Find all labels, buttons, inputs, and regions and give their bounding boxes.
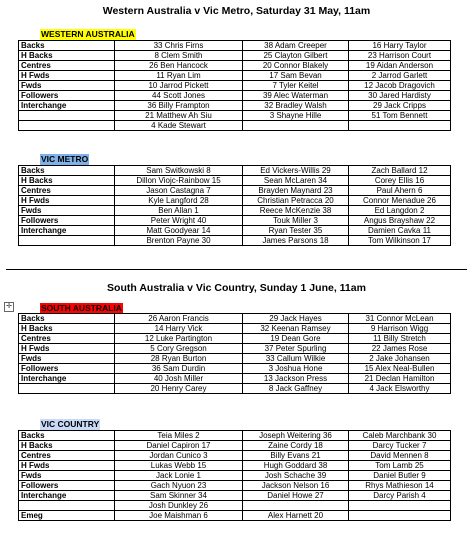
table-row	[19, 471, 451, 481]
position-label: H Fwds	[19, 461, 115, 471]
position-label: Backs	[19, 41, 115, 51]
player-cell: Matt Goodyear 14	[115, 226, 243, 236]
player-cell: 4 Kade Stewart	[115, 121, 243, 131]
player-cell: Corey Ellis 16	[349, 176, 451, 186]
position-label: Interchange	[19, 374, 115, 384]
player-cell: 17 Sam Bevan	[243, 71, 349, 81]
table-row	[19, 511, 451, 521]
player-cell: Dillon Viojc-Rainbow 15	[115, 176, 243, 186]
player-cell: 11 Billy Stretch	[349, 334, 451, 344]
player-cell: 16 Harry Taylor	[349, 41, 451, 51]
player-cell: 12 Jacob Dragovich	[349, 81, 451, 91]
player-cell: David Mennen 8	[349, 451, 451, 461]
position-label: Fwds	[19, 471, 115, 481]
player-cell: Caleb Marchbank 30	[349, 431, 451, 441]
position-label: H Backs	[19, 324, 115, 334]
table-row	[19, 481, 451, 491]
position-label: Followers	[19, 364, 115, 374]
table-row	[19, 354, 451, 364]
player-cell: 32 Keenan Ramsey	[243, 324, 349, 334]
player-cell: 20 Henry Carey	[115, 384, 243, 394]
position-label: H Backs	[19, 176, 115, 186]
player-cell: Alex Harnett 20	[243, 511, 349, 521]
player-cell: Ben Allan 1	[115, 206, 243, 216]
game1-title: Western Australia v Vic Metro, Saturday 31 May, 11am	[102, 5, 371, 17]
position-label: H Backs	[19, 441, 115, 451]
player-cell: Reece McKenzie 38	[243, 206, 349, 216]
table-row	[19, 491, 451, 501]
position-label: Centres	[19, 334, 115, 344]
player-cell	[243, 121, 349, 131]
player-cell: 51 Tom Bennett	[349, 111, 451, 121]
player-cell: 3 Shayne Hille	[243, 111, 349, 121]
player-cell: Damien Cavka 11	[349, 226, 451, 236]
position-label: Interchange	[19, 226, 115, 236]
position-label: Followers	[19, 216, 115, 226]
table-row	[19, 71, 451, 81]
player-cell: 3 Joshua Hone	[243, 364, 349, 374]
player-cell: 31 Connor McLean	[349, 314, 451, 324]
table-row	[19, 216, 451, 226]
player-cell: Tom Wilkinson 17	[349, 236, 451, 246]
position-label: Backs	[19, 166, 115, 176]
position-label: Followers	[19, 481, 115, 491]
player-cell	[243, 501, 349, 511]
position-label: Fwds	[19, 81, 115, 91]
table-row	[19, 451, 451, 461]
player-cell: Joseph Weitering 36	[243, 431, 349, 441]
position-label	[19, 121, 115, 131]
table-row	[19, 324, 451, 334]
game2-title: South Australia v Vic Country, Sunday 1 June, 11am	[107, 282, 366, 294]
player-cell: Rhys Mathieson 14	[349, 481, 451, 491]
player-cell: 21 Declan Hamilton	[349, 374, 451, 384]
position-label: Followers	[19, 91, 115, 101]
move-handle-icon[interactable]: ✛	[4, 302, 14, 312]
table-row	[19, 51, 451, 61]
position-label	[19, 111, 115, 121]
table-row	[19, 384, 451, 394]
player-cell: Daniel Butler 9	[349, 471, 451, 481]
position-label: Backs	[19, 314, 115, 324]
player-cell: 38 Adam Creeper	[243, 41, 349, 51]
team-header-western-australia: WESTERN AUSTRALIA	[41, 29, 135, 39]
table-row	[19, 374, 451, 384]
player-cell: Daniel Capiron 17	[115, 441, 243, 451]
player-cell: 9 Harrison Wigg	[349, 324, 451, 334]
position-label: Fwds	[19, 354, 115, 364]
team-header-vic-country: VIC COUNTRY	[41, 419, 100, 429]
player-cell: 19 Dean Gore	[243, 334, 349, 344]
player-cell: 14 Harry Vick	[115, 324, 243, 334]
table-row	[19, 441, 451, 451]
player-cell: 13 Jackson Press	[243, 374, 349, 384]
position-label: Centres	[19, 451, 115, 461]
table-row	[19, 186, 451, 196]
table-row	[19, 111, 451, 121]
player-cell: 2 Jake Johansen	[349, 354, 451, 364]
player-cell: Ed Vickers-Willis 29	[243, 166, 349, 176]
player-cell: Zach Ballard 12	[349, 166, 451, 176]
player-cell: 10 Jarrod Pickett	[115, 81, 243, 91]
table-row	[19, 81, 451, 91]
player-cell: Lukas Webb 15	[115, 461, 243, 471]
player-cell: Joe Maishman 6	[115, 511, 243, 521]
player-cell: Gach Nyuon 23	[115, 481, 243, 491]
player-cell: Josh Dunkley 26	[115, 501, 243, 511]
player-cell: Brayden Maynard 23	[243, 186, 349, 196]
player-cell: Sam Switkowski 8	[115, 166, 243, 176]
player-cell: 36 Billy Frampton	[115, 101, 243, 111]
player-cell: Sam Skinner 34	[115, 491, 243, 501]
player-cell: 32 Bradley Walsh	[243, 101, 349, 111]
player-cell: Sean McLaren 34	[243, 176, 349, 186]
player-cell: 29 Jack Cripps	[349, 101, 451, 111]
player-cell: 8 Clem Smith	[115, 51, 243, 61]
player-cell: Jackson Nelson 16	[243, 481, 349, 491]
table-row	[19, 61, 451, 71]
player-cell: 12 Luke Partington	[115, 334, 243, 344]
team-table-western-australia	[18, 40, 451, 131]
player-cell: Hugh Goddard 38	[243, 461, 349, 471]
table-row	[19, 176, 451, 186]
table-row	[19, 41, 451, 51]
player-cell: Touk Miller 3	[243, 216, 349, 226]
player-cell: Tom Lamb 25	[349, 461, 451, 471]
position-label: Centres	[19, 186, 115, 196]
player-cell: Billy Evans 21	[243, 451, 349, 461]
player-cell: Connor Menadue 26	[349, 196, 451, 206]
player-cell: 19 Aidan Anderson	[349, 61, 451, 71]
player-cell: 40 Josh Miller	[115, 374, 243, 384]
player-cell: 33 Callum Wilkie	[243, 354, 349, 364]
player-cell	[349, 501, 451, 511]
player-cell: Peter Wright 40	[115, 216, 243, 226]
player-cell: Darcy Parish 4	[349, 491, 451, 501]
player-cell: 33 Chris Firns	[115, 41, 243, 51]
player-cell: 25 Clayton Gilbert	[243, 51, 349, 61]
position-label	[19, 236, 115, 246]
section-divider	[6, 269, 467, 270]
player-cell: 11 Ryan Lim	[115, 71, 243, 81]
team-header-south-australia: SOUTH AUSTRALIA	[41, 303, 122, 313]
position-label	[19, 384, 115, 394]
player-cell: Darcy Tucker 7	[349, 441, 451, 451]
player-cell: 26 Ben Hancock	[115, 61, 243, 71]
player-cell: Jack Lonie 1	[115, 471, 243, 481]
player-cell: Zaine Cordy 18	[243, 441, 349, 451]
player-cell: 22 James Rose	[349, 344, 451, 354]
player-cell: Paul Ahern 6	[349, 186, 451, 196]
position-label	[19, 501, 115, 511]
team-header-vic-metro: VIC METRO	[41, 154, 89, 164]
table-row	[19, 344, 451, 354]
player-cell: Jordan Cunico 3	[115, 451, 243, 461]
position-label: Fwds	[19, 206, 115, 216]
table-row	[19, 314, 451, 324]
player-cell: 26 Aaron Francis	[115, 314, 243, 324]
table-row	[19, 431, 451, 441]
player-cell: 21 Matthew Ah Siu	[115, 111, 243, 121]
table-row	[19, 501, 451, 511]
position-label: Centres	[19, 61, 115, 71]
table-row	[19, 334, 451, 344]
player-cell: Christian Petracca 20	[243, 196, 349, 206]
player-cell: 20 Connor Blakely	[243, 61, 349, 71]
player-cell: 29 Jack Hayes	[243, 314, 349, 324]
table-row	[19, 364, 451, 374]
position-label: H Backs	[19, 51, 115, 61]
player-cell: Angus Brayshaw 22	[349, 216, 451, 226]
player-cell: Daniel Howe 27	[243, 491, 349, 501]
player-cell: Teia Miles 2	[115, 431, 243, 441]
player-cell: 4 Jack Elsworthy	[349, 384, 451, 394]
player-cell: 23 Harrison Court	[349, 51, 451, 61]
table-row	[19, 196, 451, 206]
player-cell: Josh Schache 39	[243, 471, 349, 481]
player-cell	[349, 511, 451, 521]
position-label: H Fwds	[19, 344, 115, 354]
player-cell: 39 Alec Waterman	[243, 91, 349, 101]
player-cell: James Parsons 18	[243, 236, 349, 246]
position-label: H Fwds	[19, 71, 115, 81]
table-row	[19, 226, 451, 236]
player-cell: 37 Peter Spurling	[243, 344, 349, 354]
team-table-south-australia	[18, 313, 451, 394]
player-cell: 2 Jarrod Garlett	[349, 71, 451, 81]
table-row	[19, 461, 451, 471]
position-label: Interchange	[19, 101, 115, 111]
player-cell: Ed Langdon 2	[349, 206, 451, 216]
player-cell: 36 Sam Durdin	[115, 364, 243, 374]
player-cell: Jason Castagna 7	[115, 186, 243, 196]
table-row	[19, 91, 451, 101]
position-label: Emeg	[19, 511, 115, 521]
player-cell: 44 Scott Jones	[115, 91, 243, 101]
table-row	[19, 166, 451, 176]
player-cell	[349, 121, 451, 131]
player-cell: 28 Ryan Burton	[115, 354, 243, 364]
position-label: H Fwds	[19, 196, 115, 206]
player-cell: Brenton Payne 30	[115, 236, 243, 246]
player-cell: Kyle Langford 28	[115, 196, 243, 206]
table-row	[19, 236, 451, 246]
player-cell: 15 Alex Neal-Bullen	[349, 364, 451, 374]
team-table-vic-metro	[18, 165, 451, 246]
team-table-vic-country	[18, 430, 451, 521]
table-row	[19, 121, 451, 131]
player-cell: 8 Jack Gaffney	[243, 384, 349, 394]
player-cell: Ryan Tester 35	[243, 226, 349, 236]
player-cell: 30 Jared Hardisty	[349, 91, 451, 101]
player-cell: 7 Tyler Keitel	[243, 81, 349, 91]
position-label: Backs	[19, 431, 115, 441]
table-row	[19, 206, 451, 216]
position-label: Interchange	[19, 491, 115, 501]
table-row	[19, 101, 451, 111]
player-cell: 5 Cory Gregson	[115, 344, 243, 354]
